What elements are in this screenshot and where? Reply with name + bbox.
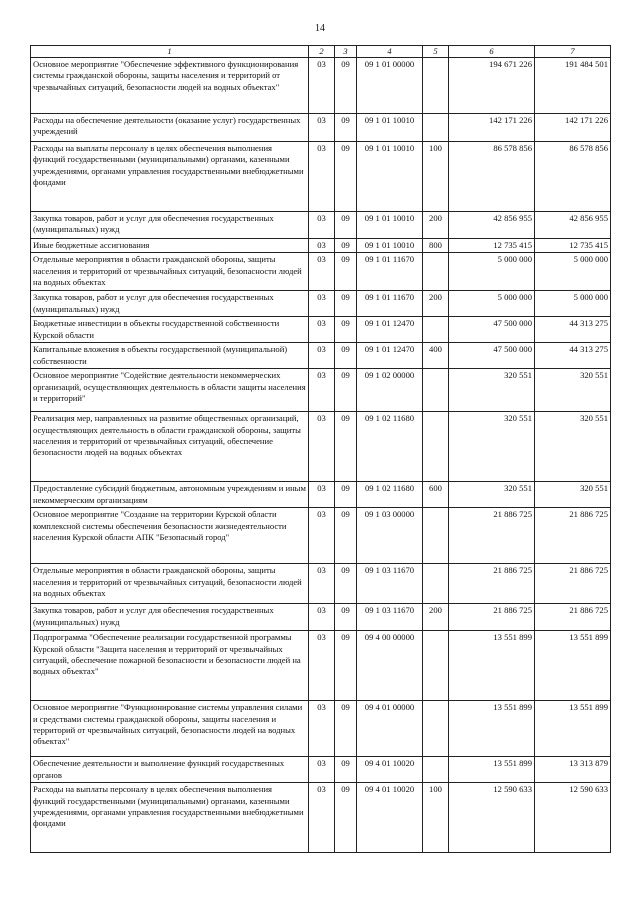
row-name-cell: Расходы на обеспечение деятельности (оказание услуг) государственных учреждений: [31, 114, 309, 142]
table-row: [31, 142, 611, 212]
section-code-cell: 03: [309, 253, 335, 291]
subsection-code-cell: 09: [335, 508, 357, 564]
expense-type-cell: 100: [423, 783, 449, 853]
section-code-cell: 03: [309, 412, 335, 482]
amount-2-cell: 13 551 899: [535, 701, 611, 757]
amount-2-cell: 320 551: [535, 412, 611, 482]
amount-2-cell: 191 484 501: [535, 58, 611, 114]
table-row: [31, 783, 611, 853]
subsection-code-cell: 09: [335, 604, 357, 631]
column-number-row: [31, 46, 611, 58]
amount-1-cell: 42 856 955: [449, 212, 535, 239]
column-number: 7: [535, 46, 611, 58]
table-row: [31, 508, 611, 564]
amount-1-cell: 21 886 725: [449, 508, 535, 564]
row-name-cell: Основное мероприятие "Создание на территории Курской области комплексной системы обеспечения безопасности жизнедеятельности населения Курской области АПК "Безопасный город": [31, 508, 309, 564]
row-name-cell: Предоставление субсидий бюджетным, автономным учреждениям и иным некоммерческим организациям: [31, 482, 309, 508]
amount-1-cell: 194 671 226: [449, 58, 535, 114]
subsection-code-cell: 09: [335, 701, 357, 757]
section-code-cell: 03: [309, 757, 335, 783]
subsection-code-cell: 09: [335, 291, 357, 317]
amount-2-cell: 5 000 000: [535, 291, 611, 317]
table-row: [31, 114, 611, 142]
subsection-code-cell: 09: [335, 239, 357, 253]
target-article-cell: 09 1 01 10010: [357, 114, 423, 142]
target-article-cell: 09 4 01 00000: [357, 701, 423, 757]
table-row: [31, 343, 611, 369]
row-name-cell: Обеспечение деятельности и выполнение функций государственных органов: [31, 757, 309, 783]
table-row: [31, 253, 611, 291]
amount-1-cell: 142 171 226: [449, 114, 535, 142]
amount-1-cell: 21 886 725: [449, 564, 535, 604]
expense-type-cell: 600: [423, 482, 449, 508]
expense-type-cell: [423, 508, 449, 564]
expense-type-cell: [423, 701, 449, 757]
amount-1-cell: 12 590 633: [449, 783, 535, 853]
table-row: [31, 317, 611, 343]
row-name-cell: Основное мероприятие "Функционирование системы управления силами и средствами системы гражданской обороны, защиты населения и территорий от чрезвычайных ситуаций, безопасности людей на водных объектах": [31, 701, 309, 757]
row-name-cell: Расходы на выплаты персоналу в целях обеспечения выполнения функций государственными (муниципальными) органами, казенными учреждениями, органами управления государственными внебюджетными фондами: [31, 142, 309, 212]
section-code-cell: 03: [309, 142, 335, 212]
section-code-cell: 03: [309, 343, 335, 369]
amount-1-cell: 5 000 000: [449, 291, 535, 317]
amount-1-cell: 13 551 899: [449, 757, 535, 783]
column-number: 2: [309, 46, 335, 58]
row-name-cell: Иные бюджетные ассигнования: [31, 239, 309, 253]
target-article-cell: 09 1 01 11670: [357, 253, 423, 291]
target-article-cell: 09 4 01 10020: [357, 757, 423, 783]
subsection-code-cell: 09: [335, 253, 357, 291]
amount-2-cell: 12 735 415: [535, 239, 611, 253]
subsection-code-cell: 09: [335, 317, 357, 343]
amount-1-cell: 320 551: [449, 412, 535, 482]
row-name-cell: Подпрограмма "Обеспечение реализации государственной программы Курской области "Защита населения и территорий от чрезвычайных ситуаций, обеспечение пожарной безопасности и безопасности людей на водных объектах": [31, 631, 309, 701]
amount-2-cell: 320 551: [535, 482, 611, 508]
row-name-cell: Расходы на выплаты персоналу в целях обеспечения выполнения функций государственными (муниципальными) органами, казенными учреждениями, органами управления государственными внебюджетными фондами: [31, 783, 309, 853]
amount-2-cell: 42 856 955: [535, 212, 611, 239]
target-article-cell: 09 4 00 00000: [357, 631, 423, 701]
target-article-cell: 09 1 03 00000: [357, 508, 423, 564]
target-article-cell: 09 1 01 11670: [357, 291, 423, 317]
subsection-code-cell: 09: [335, 631, 357, 701]
page-number: 14: [315, 23, 325, 34]
subsection-code-cell: 09: [335, 343, 357, 369]
section-code-cell: 03: [309, 631, 335, 701]
row-name-cell: Основное мероприятие "Обеспечение эффективного функционирования системы гражданской обороны, защиты населения и территорий от чрезвычайных ситуаций, безопасности людей на водных объектах": [31, 58, 309, 114]
table-row: [31, 369, 611, 412]
column-number: 3: [335, 46, 357, 58]
target-article-cell: 09 1 01 12470: [357, 317, 423, 343]
expense-type-cell: 800: [423, 239, 449, 253]
section-code-cell: 03: [309, 508, 335, 564]
table-row: [31, 701, 611, 757]
target-article-cell: 09 4 01 10020: [357, 783, 423, 853]
row-name-cell: Отдельные мероприятия в области гражданской обороны, защиты населения и территорий от чрезвычайных ситуаций, безопасности людей на водных объектах: [31, 564, 309, 604]
row-name-cell: Закупка товаров, работ и услуг для обеспечения государственных (муниципальных) нужд: [31, 604, 309, 631]
subsection-code-cell: 09: [335, 412, 357, 482]
target-article-cell: 09 1 01 10010: [357, 212, 423, 239]
target-article-cell: 09 1 01 12470: [357, 343, 423, 369]
table-row: [31, 482, 611, 508]
section-code-cell: 03: [309, 783, 335, 853]
expense-type-cell: [423, 564, 449, 604]
expense-type-cell: [423, 757, 449, 783]
target-article-cell: 09 1 02 11680: [357, 482, 423, 508]
expense-type-cell: 200: [423, 212, 449, 239]
table-body: [31, 58, 611, 853]
amount-2-cell: 13 551 899: [535, 631, 611, 701]
subsection-code-cell: 09: [335, 212, 357, 239]
row-name-cell: Закупка товаров, работ и услуг для обеспечения государственных (муниципальных) нужд: [31, 212, 309, 239]
expense-type-cell: 400: [423, 343, 449, 369]
table-row: [31, 212, 611, 239]
section-code-cell: 03: [309, 317, 335, 343]
amount-1-cell: 320 551: [449, 369, 535, 412]
row-name-cell: Реализация мер, направленных на развитие общественных организаций, осуществляющих деятельность в области гражданской обороны, защиты населения и территорий от чрезвычайных ситуаций, обеспечение безопасности людей на водных объектах: [31, 412, 309, 482]
expense-type-cell: [423, 253, 449, 291]
subsection-code-cell: 09: [335, 369, 357, 412]
section-code-cell: 03: [309, 701, 335, 757]
target-article-cell: 09 1 02 11680: [357, 412, 423, 482]
target-article-cell: 09 1 01 10010: [357, 142, 423, 212]
amount-1-cell: 86 578 856: [449, 142, 535, 212]
section-code-cell: 03: [309, 239, 335, 253]
target-article-cell: 09 1 01 10010: [357, 239, 423, 253]
table-row: [31, 757, 611, 783]
amount-2-cell: 320 551: [535, 369, 611, 412]
amount-1-cell: 47 500 000: [449, 343, 535, 369]
target-article-cell: 09 1 02 00000: [357, 369, 423, 412]
expense-type-cell: [423, 114, 449, 142]
expense-type-cell: [423, 369, 449, 412]
expense-type-cell: 200: [423, 291, 449, 317]
subsection-code-cell: 09: [335, 114, 357, 142]
amount-2-cell: 142 171 226: [535, 114, 611, 142]
amount-2-cell: 86 578 856: [535, 142, 611, 212]
expense-type-cell: [423, 58, 449, 114]
section-code-cell: 03: [309, 369, 335, 412]
amount-1-cell: 47 500 000: [449, 317, 535, 343]
section-code-cell: 03: [309, 212, 335, 239]
target-article-cell: 09 1 03 11670: [357, 564, 423, 604]
table-row: [31, 291, 611, 317]
row-name-cell: Капитальные вложения в объекты государственной (муниципальной) собственности: [31, 343, 309, 369]
amount-1-cell: 12 735 415: [449, 239, 535, 253]
amount-2-cell: 12 590 633: [535, 783, 611, 853]
amount-1-cell: 21 886 725: [449, 604, 535, 631]
table-row: [31, 412, 611, 482]
amount-2-cell: 44 313 275: [535, 343, 611, 369]
table-row: [31, 564, 611, 604]
table-row: [31, 604, 611, 631]
amount-2-cell: 21 886 725: [535, 604, 611, 631]
table-row: [31, 239, 611, 253]
table-row: [31, 58, 611, 114]
row-name-cell: Закупка товаров, работ и услуг для обеспечения государственных (муниципальных) нужд: [31, 291, 309, 317]
amount-2-cell: 44 313 275: [535, 317, 611, 343]
row-name-cell: Основное мероприятие "Содействие деятельности некоммерческих организаций, осуществляющих деятельность в области защиты населения и территорий": [31, 369, 309, 412]
subsection-code-cell: 09: [335, 783, 357, 853]
section-code-cell: 03: [309, 482, 335, 508]
subsection-code-cell: 09: [335, 564, 357, 604]
target-article-cell: 09 1 03 11670: [357, 604, 423, 631]
section-code-cell: 03: [309, 291, 335, 317]
amount-1-cell: 13 551 899: [449, 631, 535, 701]
subsection-code-cell: 09: [335, 482, 357, 508]
amount-2-cell: 21 886 725: [535, 508, 611, 564]
target-article-cell: 09 1 01 00000: [357, 58, 423, 114]
subsection-code-cell: 09: [335, 757, 357, 783]
column-number: 6: [449, 46, 535, 58]
row-name-cell: Бюджетные инвестиции в объекты государственной собственности Курской области: [31, 317, 309, 343]
amount-2-cell: 21 886 725: [535, 564, 611, 604]
row-name-cell: Отдельные мероприятия в области гражданской обороны, защиты населения и территорий от чрезвычайных ситуаций, безопасности людей на водных объектах: [31, 253, 309, 291]
amount-1-cell: 5 000 000: [449, 253, 535, 291]
column-number: 1: [31, 46, 309, 58]
expense-type-cell: 200: [423, 604, 449, 631]
expense-type-cell: [423, 631, 449, 701]
section-code-cell: 03: [309, 58, 335, 114]
column-number: 5: [423, 46, 449, 58]
column-number: 4: [357, 46, 423, 58]
amount-1-cell: 13 551 899: [449, 701, 535, 757]
expense-type-cell: 100: [423, 142, 449, 212]
expense-type-cell: [423, 412, 449, 482]
amount-1-cell: 320 551: [449, 482, 535, 508]
budget-table: [30, 45, 611, 853]
subsection-code-cell: 09: [335, 58, 357, 114]
subsection-code-cell: 09: [335, 142, 357, 212]
section-code-cell: 03: [309, 604, 335, 631]
table-row: [31, 631, 611, 701]
amount-2-cell: 13 313 879: [535, 757, 611, 783]
section-code-cell: 03: [309, 564, 335, 604]
section-code-cell: 03: [309, 114, 335, 142]
expense-type-cell: [423, 317, 449, 343]
amount-2-cell: 5 000 000: [535, 253, 611, 291]
